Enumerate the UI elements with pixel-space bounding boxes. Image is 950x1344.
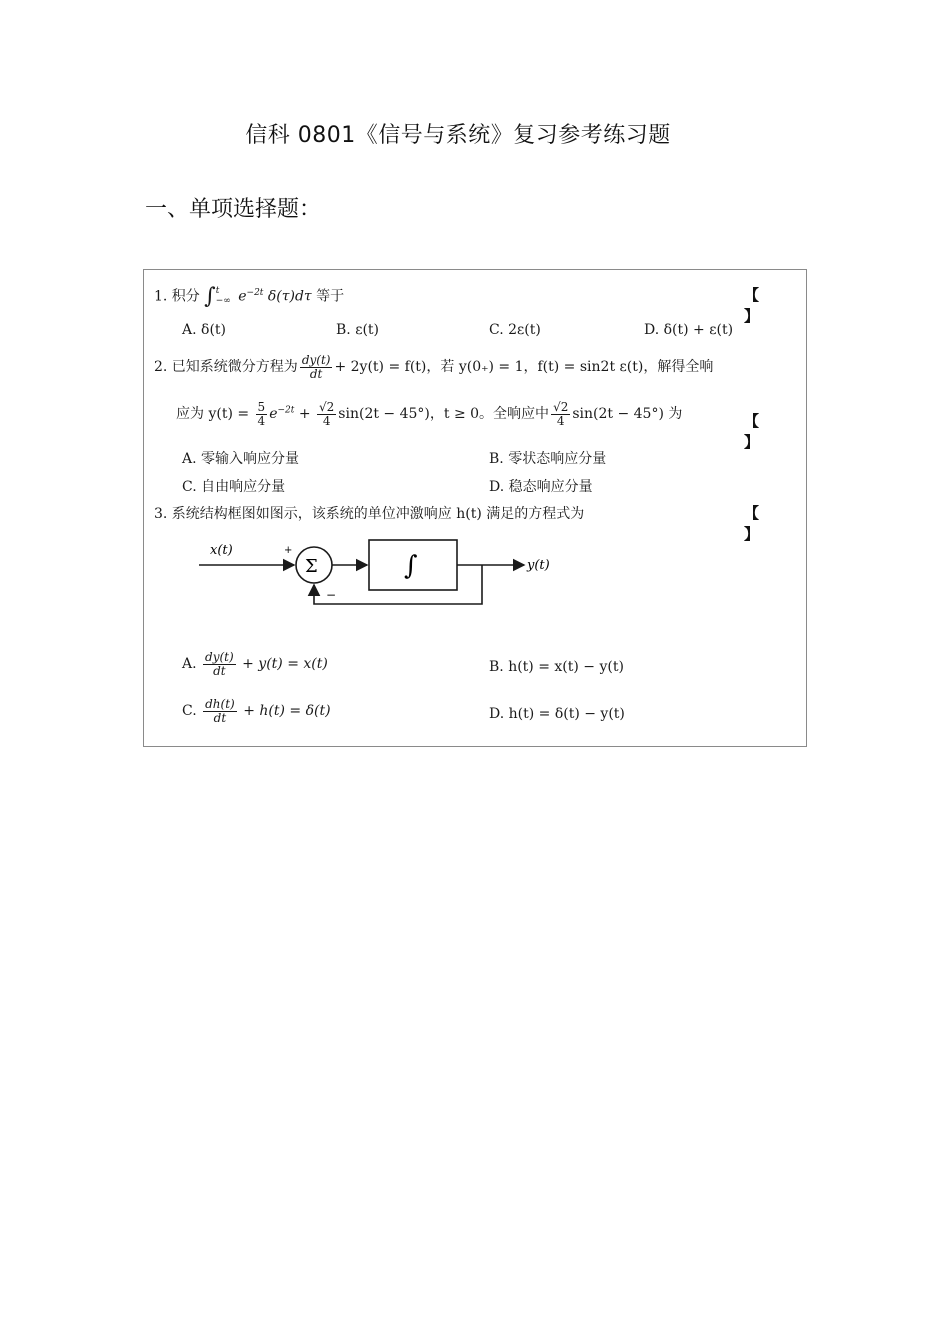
q1-integrand: e <box>238 288 247 305</box>
q2-option-c: C. 自由响应分量 <box>182 479 286 495</box>
q1-lower-limit: −∞ <box>215 295 231 306</box>
q3-option-c <box>182 698 331 724</box>
q3-option-b: B. h(t) = x(t) − y(t) <box>489 659 624 675</box>
q1-answer-bracket: 【 】 <box>744 286 780 325</box>
q2-coef2 <box>317 401 336 427</box>
q2-plus: + <box>298 406 311 423</box>
page-title: 信科 0801《信号与系统》复习参考练习题 <box>245 123 671 148</box>
q3-option-a-prefix: A. <box>182 656 197 673</box>
q3-option-a-den: dt <box>213 663 226 678</box>
q2-option-d: D. 稳态响应分量 <box>489 479 593 495</box>
q2-coef3-den: 4 <box>556 413 565 428</box>
q2-coef2-den: 4 <box>322 413 331 428</box>
q2-coef3-num: √2 <box>553 400 569 414</box>
q1-option-b: B. ε(t) <box>336 322 379 338</box>
q1-after: δ(τ)dτ <box>267 288 312 305</box>
q2-sin-term2: sin(2t − 45°) 为 <box>572 406 683 423</box>
q3-option-a-num: dy(t) <box>205 650 234 664</box>
q2-exp-power: −2t <box>277 405 295 416</box>
q2-option-a: A. 零输入响应分量 <box>182 451 300 467</box>
q1-limits <box>216 287 231 307</box>
q1-suffix: 等于 <box>316 288 345 305</box>
integrator-symbol: ∫ <box>404 551 418 581</box>
q3-option-c-den: dt <box>213 710 227 725</box>
q2-option-b: B. 零状态响应分量 <box>489 451 607 467</box>
q3-option-c-rest: + h(t) = δ(t) <box>243 703 331 720</box>
q3-answer-bracket: 【 】 <box>744 504 780 543</box>
integral-sign: ∫ <box>204 284 216 309</box>
q3-option-a-rest: + y(t) = x(t) <box>242 656 328 673</box>
q2-answer-bracket: 【 】 <box>744 412 780 451</box>
q3-option-d: D. h(t) = δ(t) − y(t) <box>489 706 625 722</box>
q3-stem: 3. 系统结构框图如图示，该系统的单位冲激响应 h(t) 满足的方程式为 <box>154 506 585 522</box>
q2-frac-den: dt <box>309 366 323 381</box>
q1-option-c: C. 2ε(t) <box>489 322 541 338</box>
q3-option-c-prefix: C. <box>182 703 197 720</box>
section-heading: 一、单项选择题： <box>145 197 322 222</box>
q1-upper-limit: t <box>215 285 220 296</box>
plus-sign: + <box>284 545 293 556</box>
q1-exponent: −2t <box>246 287 264 298</box>
question-image-box <box>143 269 807 747</box>
q2-line2-prefix: 应为 y(t) = <box>176 406 250 423</box>
q2-coef1-num: 5 <box>257 400 266 414</box>
q3-option-a <box>182 651 328 677</box>
q2-derivative-fraction <box>300 354 333 380</box>
q2-exp-base: e <box>269 406 278 423</box>
block-diagram <box>184 528 564 628</box>
q2-coef1 <box>256 401 268 427</box>
q3-option-c-fraction <box>203 698 237 724</box>
q2-coef3 <box>551 401 570 427</box>
q2-coef1-den: 4 <box>257 413 266 428</box>
minus-sign: − <box>326 588 337 602</box>
q1-option-d: D. δ(t) + ε(t) <box>644 322 734 338</box>
sum-symbol: Σ <box>305 556 318 577</box>
q3-option-c-num: dh(t) <box>205 697 235 711</box>
output-label: y(t) <box>527 558 550 573</box>
q2-line2 <box>176 401 682 427</box>
q1-stem <box>154 284 344 309</box>
q2-coef2-num: √2 <box>319 400 335 414</box>
q2-sin-term: sin(2t − 45°) <box>338 406 430 423</box>
q2-line1-suffix: + 2y(t) = f(t)，若 y(0₊) = 1，f(t) = sin2t ε(t)，解得全响 <box>334 359 714 376</box>
input-label: x(t) <box>210 543 233 558</box>
q2-frac-num: dy(t) <box>301 353 331 367</box>
q1-option-a: A. δ(t) <box>182 322 226 338</box>
q2-line1 <box>154 354 713 380</box>
q2-condition: ，t ≥ 0。全响应中 <box>429 406 550 423</box>
q2-prefix: 2. 已知系统微分方程为 <box>154 359 298 376</box>
q1-prefix: 1. 积分 <box>154 288 200 305</box>
q3-option-a-fraction <box>203 651 236 677</box>
